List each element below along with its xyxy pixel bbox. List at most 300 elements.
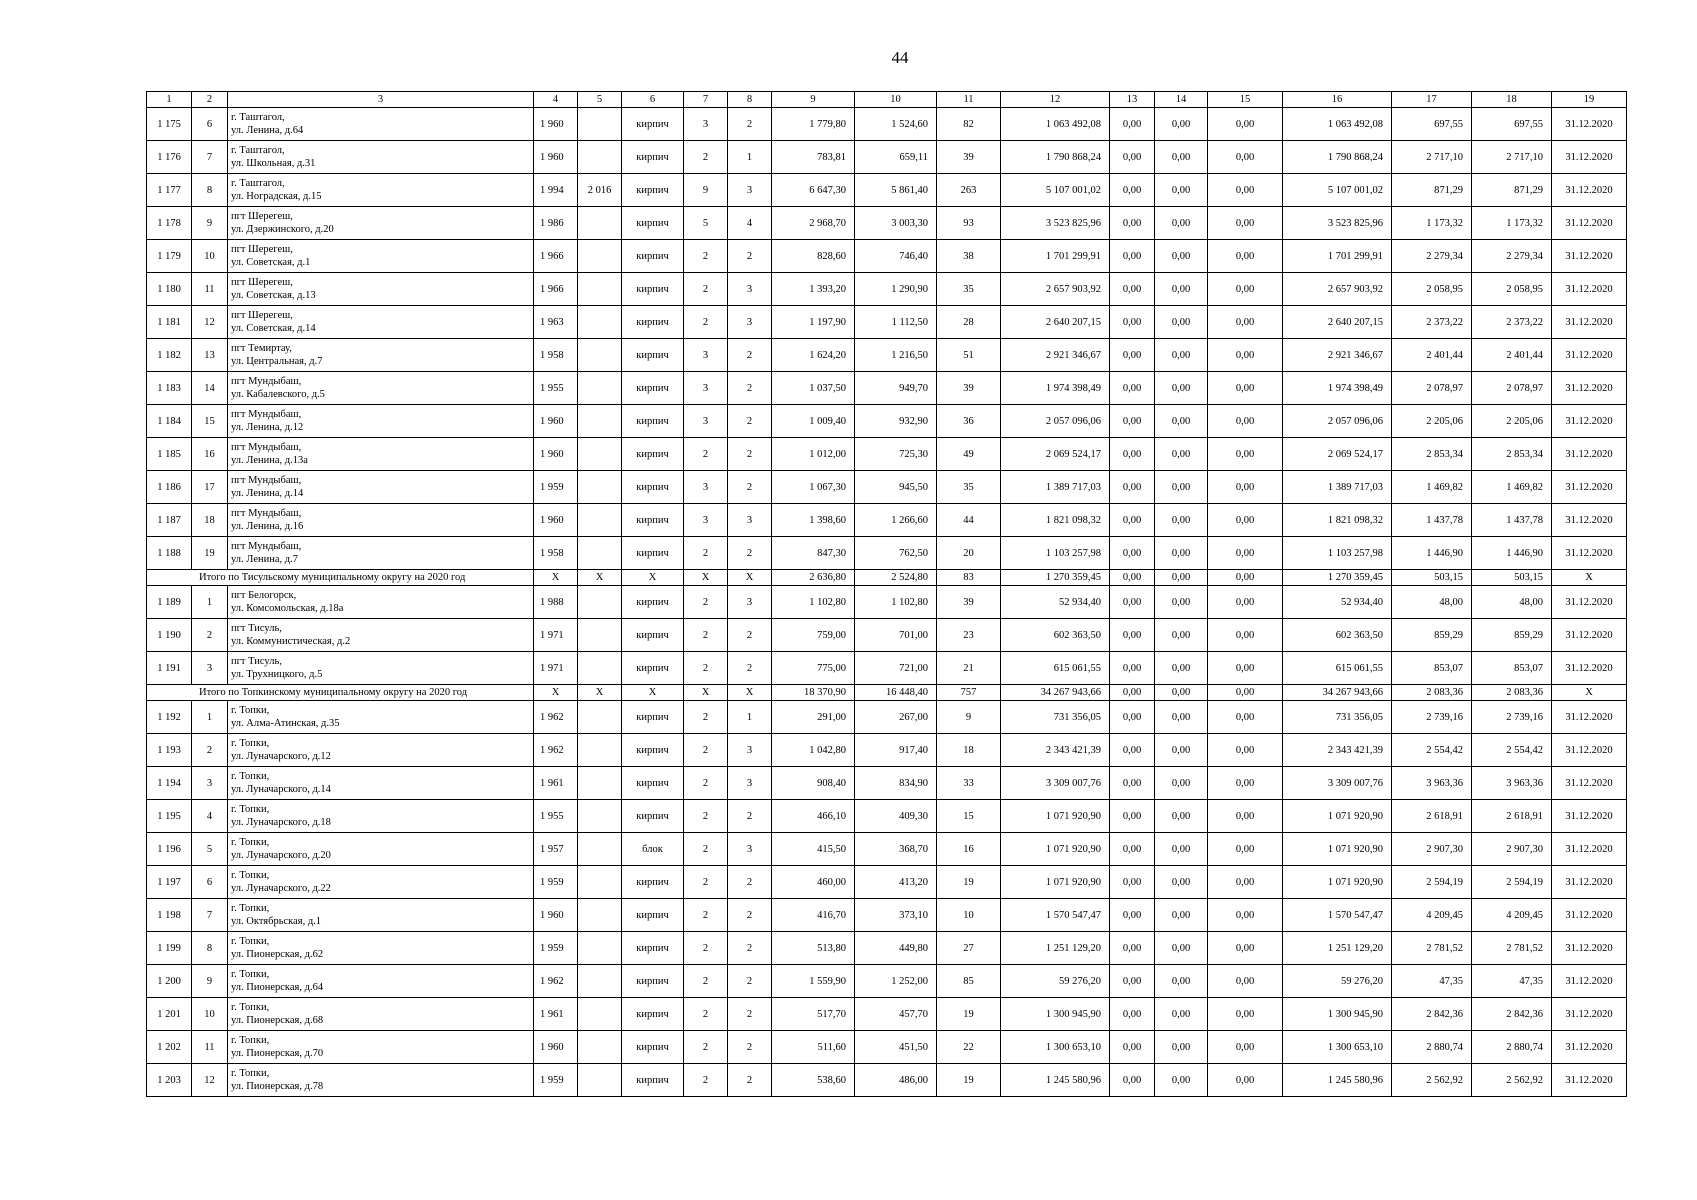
housing-register-table bbox=[146, 91, 1627, 1097]
cell-col-16: 1 821 098,32 bbox=[1283, 504, 1392, 537]
table-row bbox=[147, 965, 1627, 998]
cell-col-14: 0,00 bbox=[1155, 372, 1208, 405]
column-number-7: 7 bbox=[684, 92, 728, 108]
cell-col-12: 1 103 257,98 bbox=[1001, 537, 1110, 570]
address-locality: пгт Шерегеш, bbox=[231, 277, 293, 288]
cell-col-11: 18 bbox=[937, 734, 1001, 767]
cell-col-19: 31.12.2020 bbox=[1552, 800, 1627, 833]
table-row bbox=[147, 767, 1627, 800]
address-cell bbox=[228, 932, 534, 965]
cell-col-13: 0,00 bbox=[1110, 174, 1155, 207]
cell-col-6: кирпич bbox=[622, 734, 684, 767]
cell-col-13: 0,00 bbox=[1110, 504, 1155, 537]
cell-col-12: 5 107 001,02 bbox=[1001, 174, 1110, 207]
cell-col-15: 0,00 bbox=[1208, 405, 1283, 438]
address-cell bbox=[228, 1031, 534, 1064]
row-number: 1 190 bbox=[147, 619, 192, 652]
row-index: 12 bbox=[192, 306, 228, 339]
address-locality: г. Топки, bbox=[231, 936, 270, 947]
cell-col-8: 1 bbox=[728, 701, 772, 734]
address-cell bbox=[228, 767, 534, 800]
cell-col-12: 2 921 346,67 bbox=[1001, 339, 1110, 372]
cell-col-4: 1 961 bbox=[534, 767, 578, 800]
cell-col-10: 486,00 bbox=[855, 1064, 937, 1097]
row-number: 1 192 bbox=[147, 701, 192, 734]
cell-col-4: 1 958 bbox=[534, 537, 578, 570]
cell-col-4: 1 966 bbox=[534, 240, 578, 273]
table-row bbox=[147, 586, 1627, 619]
address-street: ул. Ленина, д.14 bbox=[231, 488, 304, 499]
cell-col-5 bbox=[578, 471, 622, 504]
cell-col-19: X bbox=[1552, 685, 1627, 701]
cell-col-18: 503,15 bbox=[1472, 570, 1552, 586]
cell-col-4: 1 971 bbox=[534, 619, 578, 652]
cell-col-9: 1 067,30 bbox=[772, 471, 855, 504]
cell-col-9: 783,81 bbox=[772, 141, 855, 174]
cell-col-4: 1 962 bbox=[534, 701, 578, 734]
address-locality: г. Топки, bbox=[231, 837, 270, 848]
address-street: ул. Ленина, д.12 bbox=[231, 422, 304, 433]
cell-col-9: 1 779,80 bbox=[772, 108, 855, 141]
cell-col-11: 85 bbox=[937, 965, 1001, 998]
row-number: 1 187 bbox=[147, 504, 192, 537]
cell-col-14: 0,00 bbox=[1155, 619, 1208, 652]
cell-col-15: 0,00 bbox=[1208, 306, 1283, 339]
cell-col-19: 31.12.2020 bbox=[1552, 438, 1627, 471]
cell-col-12: 59 276,20 bbox=[1001, 965, 1110, 998]
cell-col-13: 0,00 bbox=[1110, 998, 1155, 1031]
cell-col-12: 602 363,50 bbox=[1001, 619, 1110, 652]
row-index: 9 bbox=[192, 207, 228, 240]
cell-col-15: 0,00 bbox=[1208, 438, 1283, 471]
cell-col-19: 31.12.2020 bbox=[1552, 108, 1627, 141]
row-number: 1 175 bbox=[147, 108, 192, 141]
cell-col-6: кирпич bbox=[622, 965, 684, 998]
row-index: 11 bbox=[192, 273, 228, 306]
cell-col-10: 451,50 bbox=[855, 1031, 937, 1064]
cell-col-18: 1 469,82 bbox=[1472, 471, 1552, 504]
cell-col-7: 2 bbox=[684, 800, 728, 833]
cell-col-6: кирпич bbox=[622, 899, 684, 932]
row-number: 1 184 bbox=[147, 405, 192, 438]
cell-col-16: 52 934,40 bbox=[1283, 586, 1392, 619]
address-cell bbox=[228, 800, 534, 833]
cell-col-8: 2 bbox=[728, 372, 772, 405]
cell-col-15: 0,00 bbox=[1208, 899, 1283, 932]
cell-col-12: 1 570 547,47 bbox=[1001, 899, 1110, 932]
cell-col-13: 0,00 bbox=[1110, 899, 1155, 932]
cell-col-12: 1 389 717,03 bbox=[1001, 471, 1110, 504]
cell-col-5 bbox=[578, 734, 622, 767]
cell-col-9: 1 398,60 bbox=[772, 504, 855, 537]
cell-col-5 bbox=[578, 965, 622, 998]
row-number: 1 195 bbox=[147, 800, 192, 833]
address-street: ул. Ленина, д.64 bbox=[231, 125, 304, 136]
cell-col-18: 2 205,06 bbox=[1472, 405, 1552, 438]
cell-col-5 bbox=[578, 998, 622, 1031]
cell-col-19: 31.12.2020 bbox=[1552, 965, 1627, 998]
cell-col-7: 2 bbox=[684, 652, 728, 685]
address-locality: г. Таштагол, bbox=[231, 145, 285, 156]
subtotal-label: Итого по Тисульскому муниципальному округу на 2020 год bbox=[147, 570, 534, 586]
address-cell bbox=[228, 734, 534, 767]
address-street: ул. Луначарского, д.14 bbox=[231, 784, 331, 795]
cell-col-13: 0,00 bbox=[1110, 141, 1155, 174]
cell-col-17: 2 907,30 bbox=[1392, 833, 1472, 866]
cell-col-19: 31.12.2020 bbox=[1552, 207, 1627, 240]
cell-col-15: 0,00 bbox=[1208, 273, 1283, 306]
cell-col-14: 0,00 bbox=[1155, 652, 1208, 685]
cell-col-16: 34 267 943,66 bbox=[1283, 685, 1392, 701]
cell-col-16: 1 389 717,03 bbox=[1283, 471, 1392, 504]
cell-col-15: 0,00 bbox=[1208, 652, 1283, 685]
cell-col-19: 31.12.2020 bbox=[1552, 734, 1627, 767]
cell-col-12: 1 300 945,90 bbox=[1001, 998, 1110, 1031]
cell-col-6: X bbox=[622, 685, 684, 701]
cell-col-16: 1 974 398,49 bbox=[1283, 372, 1392, 405]
cell-col-12: 1 245 580,96 bbox=[1001, 1064, 1110, 1097]
cell-col-10: 917,40 bbox=[855, 734, 937, 767]
cell-col-14: 0,00 bbox=[1155, 504, 1208, 537]
address-street: ул. Ленина, д.13а bbox=[231, 455, 308, 466]
cell-col-11: 757 bbox=[937, 685, 1001, 701]
address-locality: г. Таштагол, bbox=[231, 178, 285, 189]
cell-col-9: 511,60 bbox=[772, 1031, 855, 1064]
cell-col-13: 0,00 bbox=[1110, 240, 1155, 273]
cell-col-14: 0,00 bbox=[1155, 965, 1208, 998]
column-number-16: 16 bbox=[1283, 92, 1392, 108]
cell-col-19: 31.12.2020 bbox=[1552, 273, 1627, 306]
cell-col-18: 2 739,16 bbox=[1472, 701, 1552, 734]
cell-col-17: 2 078,97 bbox=[1392, 372, 1472, 405]
cell-col-11: 15 bbox=[937, 800, 1001, 833]
cell-col-11: 44 bbox=[937, 504, 1001, 537]
column-number-10: 10 bbox=[855, 92, 937, 108]
cell-col-5: X bbox=[578, 685, 622, 701]
table-row bbox=[147, 207, 1627, 240]
address-cell bbox=[228, 438, 534, 471]
address-locality: г. Топки, bbox=[231, 705, 270, 716]
cell-col-4: 1 963 bbox=[534, 306, 578, 339]
cell-col-16: 602 363,50 bbox=[1283, 619, 1392, 652]
cell-col-15: 0,00 bbox=[1208, 570, 1283, 586]
cell-col-8: 2 bbox=[728, 932, 772, 965]
cell-col-12: 2 343 421,39 bbox=[1001, 734, 1110, 767]
cell-col-18: 2 717,10 bbox=[1472, 141, 1552, 174]
cell-col-12: 3 309 007,76 bbox=[1001, 767, 1110, 800]
cell-col-8: 2 bbox=[728, 965, 772, 998]
cell-col-10: 746,40 bbox=[855, 240, 937, 273]
address-cell bbox=[228, 537, 534, 570]
cell-col-6: кирпич bbox=[622, 240, 684, 273]
cell-col-17: 2 880,74 bbox=[1392, 1031, 1472, 1064]
cell-col-16: 2 657 903,92 bbox=[1283, 273, 1392, 306]
cell-col-15: 0,00 bbox=[1208, 537, 1283, 570]
cell-col-10: 834,90 bbox=[855, 767, 937, 800]
cell-col-5 bbox=[578, 372, 622, 405]
cell-col-7: 5 bbox=[684, 207, 728, 240]
cell-col-13: 0,00 bbox=[1110, 471, 1155, 504]
address-locality: пгт Тисуль, bbox=[231, 656, 282, 667]
cell-col-15: 0,00 bbox=[1208, 339, 1283, 372]
cell-col-8: 2 bbox=[728, 800, 772, 833]
cell-col-15: 0,00 bbox=[1208, 767, 1283, 800]
cell-col-10: 1 524,60 bbox=[855, 108, 937, 141]
cell-col-17: 2 373,22 bbox=[1392, 306, 1472, 339]
cell-col-9: 1 012,00 bbox=[772, 438, 855, 471]
column-number-4: 4 bbox=[534, 92, 578, 108]
address-cell bbox=[228, 273, 534, 306]
cell-col-7: 2 bbox=[684, 1031, 728, 1064]
cell-col-18: 2 907,30 bbox=[1472, 833, 1552, 866]
table-row bbox=[147, 273, 1627, 306]
cell-col-19: 31.12.2020 bbox=[1552, 504, 1627, 537]
cell-col-9: 416,70 bbox=[772, 899, 855, 932]
cell-col-8: X bbox=[728, 685, 772, 701]
address-street: ул. Трухницкого, д.5 bbox=[231, 669, 323, 680]
row-number: 1 203 bbox=[147, 1064, 192, 1097]
address-street: ул. Луначарского, д.12 bbox=[231, 751, 331, 762]
cell-col-15: 0,00 bbox=[1208, 685, 1283, 701]
address-street: ул. Советская, д.14 bbox=[231, 323, 316, 334]
cell-col-12: 52 934,40 bbox=[1001, 586, 1110, 619]
cell-col-9: 1 624,20 bbox=[772, 339, 855, 372]
cell-col-4: 1 962 bbox=[534, 965, 578, 998]
cell-col-14: 0,00 bbox=[1155, 471, 1208, 504]
table-row bbox=[147, 866, 1627, 899]
cell-col-10: 932,90 bbox=[855, 405, 937, 438]
cell-col-7: 3 bbox=[684, 339, 728, 372]
cell-col-6: кирпич bbox=[622, 174, 684, 207]
row-index: 6 bbox=[192, 866, 228, 899]
cell-col-13: 0,00 bbox=[1110, 586, 1155, 619]
column-number-3: 3 bbox=[228, 92, 534, 108]
cell-col-11: 39 bbox=[937, 586, 1001, 619]
cell-col-8: 2 bbox=[728, 998, 772, 1031]
cell-col-15: 0,00 bbox=[1208, 866, 1283, 899]
cell-col-11: 19 bbox=[937, 1064, 1001, 1097]
cell-col-9: 908,40 bbox=[772, 767, 855, 800]
cell-col-6: кирпич bbox=[622, 273, 684, 306]
address-locality: пгт Тисуль, bbox=[231, 623, 282, 634]
cell-col-19: 31.12.2020 bbox=[1552, 372, 1627, 405]
cell-col-9: 847,30 bbox=[772, 537, 855, 570]
cell-col-5 bbox=[578, 504, 622, 537]
cell-col-8: 2 bbox=[728, 438, 772, 471]
cell-col-7: 2 bbox=[684, 965, 728, 998]
cell-col-5 bbox=[578, 306, 622, 339]
cell-col-10: 1 216,50 bbox=[855, 339, 937, 372]
table-row bbox=[147, 240, 1627, 273]
cell-col-11: 16 bbox=[937, 833, 1001, 866]
cell-col-4: 1 957 bbox=[534, 833, 578, 866]
table-row bbox=[147, 998, 1627, 1031]
row-number: 1 198 bbox=[147, 899, 192, 932]
cell-col-18: 2 058,95 bbox=[1472, 273, 1552, 306]
cell-col-17: 2 594,19 bbox=[1392, 866, 1472, 899]
address-locality: пгт Мундыбаш, bbox=[231, 442, 302, 453]
cell-col-6: кирпич bbox=[622, 339, 684, 372]
cell-col-18: 1 437,78 bbox=[1472, 504, 1552, 537]
cell-col-9: 828,60 bbox=[772, 240, 855, 273]
cell-col-9: 2 968,70 bbox=[772, 207, 855, 240]
cell-col-10: 659,11 bbox=[855, 141, 937, 174]
cell-col-12: 1 063 492,08 bbox=[1001, 108, 1110, 141]
cell-col-11: 21 bbox=[937, 652, 1001, 685]
cell-col-5 bbox=[578, 207, 622, 240]
address-locality: г. Топки, bbox=[231, 1002, 270, 1013]
row-index: 1 bbox=[192, 586, 228, 619]
cell-col-8: 4 bbox=[728, 207, 772, 240]
cell-col-15: 0,00 bbox=[1208, 1064, 1283, 1097]
cell-col-4: 1 971 bbox=[534, 652, 578, 685]
cell-col-11: 28 bbox=[937, 306, 1001, 339]
cell-col-10: 1 252,00 bbox=[855, 965, 937, 998]
cell-col-6: кирпич bbox=[622, 504, 684, 537]
cell-col-13: 0,00 bbox=[1110, 619, 1155, 652]
cell-col-5 bbox=[578, 1064, 622, 1097]
cell-col-12: 615 061,55 bbox=[1001, 652, 1110, 685]
column-number-row bbox=[147, 92, 1627, 108]
cell-col-10: 1 290,90 bbox=[855, 273, 937, 306]
address-street: ул. Советская, д.1 bbox=[231, 257, 311, 268]
cell-col-12: 2 640 207,15 bbox=[1001, 306, 1110, 339]
row-number: 1 177 bbox=[147, 174, 192, 207]
address-street: ул. Луначарского, д.20 bbox=[231, 850, 331, 861]
cell-col-11: 36 bbox=[937, 405, 1001, 438]
cell-col-4: 1 966 bbox=[534, 273, 578, 306]
cell-col-10: 409,30 bbox=[855, 800, 937, 833]
address-cell bbox=[228, 619, 534, 652]
cell-col-8: 3 bbox=[728, 734, 772, 767]
cell-col-16: 5 107 001,02 bbox=[1283, 174, 1392, 207]
cell-col-16: 1 300 945,90 bbox=[1283, 998, 1392, 1031]
cell-col-18: 48,00 bbox=[1472, 586, 1552, 619]
cell-col-10: 945,50 bbox=[855, 471, 937, 504]
cell-col-6: кирпич bbox=[622, 800, 684, 833]
cell-col-6: кирпич bbox=[622, 207, 684, 240]
cell-col-13: 0,00 bbox=[1110, 866, 1155, 899]
cell-col-13: 0,00 bbox=[1110, 570, 1155, 586]
cell-col-9: 18 370,90 bbox=[772, 685, 855, 701]
cell-col-13: 0,00 bbox=[1110, 306, 1155, 339]
row-number: 1 176 bbox=[147, 141, 192, 174]
cell-col-7: 2 bbox=[684, 866, 728, 899]
cell-col-9: 513,80 bbox=[772, 932, 855, 965]
cell-col-15: 0,00 bbox=[1208, 240, 1283, 273]
row-number: 1 199 bbox=[147, 932, 192, 965]
cell-col-6: кирпич bbox=[622, 1031, 684, 1064]
cell-col-5 bbox=[578, 767, 622, 800]
cell-col-6: кирпич bbox=[622, 652, 684, 685]
cell-col-19: 31.12.2020 bbox=[1552, 619, 1627, 652]
cell-col-9: 2 636,80 bbox=[772, 570, 855, 586]
cell-col-4: 1 961 bbox=[534, 998, 578, 1031]
cell-col-18: 853,07 bbox=[1472, 652, 1552, 685]
row-index: 6 bbox=[192, 108, 228, 141]
cell-col-11: 22 bbox=[937, 1031, 1001, 1064]
row-index: 12 bbox=[192, 1064, 228, 1097]
column-number-9: 9 bbox=[772, 92, 855, 108]
row-index: 7 bbox=[192, 899, 228, 932]
cell-col-12: 1 071 920,90 bbox=[1001, 866, 1110, 899]
cell-col-7: 2 bbox=[684, 701, 728, 734]
address-cell bbox=[228, 306, 534, 339]
address-street: ул. Луначарского, д.22 bbox=[231, 883, 331, 894]
cell-col-7: 3 bbox=[684, 405, 728, 438]
cell-col-12: 1 251 129,20 bbox=[1001, 932, 1110, 965]
cell-col-13: 0,00 bbox=[1110, 965, 1155, 998]
cell-col-7: 2 bbox=[684, 273, 728, 306]
cell-col-17: 48,00 bbox=[1392, 586, 1472, 619]
address-locality: пгт Мундыбаш, bbox=[231, 376, 302, 387]
address-cell bbox=[228, 998, 534, 1031]
cell-col-8: 2 bbox=[728, 1064, 772, 1097]
address-street: ул. Ленина, д.16 bbox=[231, 521, 304, 532]
cell-col-16: 731 356,05 bbox=[1283, 701, 1392, 734]
row-index: 18 bbox=[192, 504, 228, 537]
cell-col-7: 3 bbox=[684, 471, 728, 504]
cell-col-14: 0,00 bbox=[1155, 701, 1208, 734]
cell-col-9: 6 647,30 bbox=[772, 174, 855, 207]
cell-col-9: 775,00 bbox=[772, 652, 855, 685]
cell-col-11: 19 bbox=[937, 998, 1001, 1031]
row-number: 1 196 bbox=[147, 833, 192, 866]
row-number: 1 179 bbox=[147, 240, 192, 273]
cell-col-13: 0,00 bbox=[1110, 1031, 1155, 1064]
cell-col-18: 2 842,36 bbox=[1472, 998, 1552, 1031]
cell-col-7: 2 bbox=[684, 1064, 728, 1097]
cell-col-16: 615 061,55 bbox=[1283, 652, 1392, 685]
cell-col-10: 701,00 bbox=[855, 619, 937, 652]
cell-col-17: 47,35 bbox=[1392, 965, 1472, 998]
cell-col-4: 1 955 bbox=[534, 800, 578, 833]
cell-col-7: 3 bbox=[684, 108, 728, 141]
cell-col-10: 267,00 bbox=[855, 701, 937, 734]
cell-col-6: блок bbox=[622, 833, 684, 866]
cell-col-11: 33 bbox=[937, 767, 1001, 800]
cell-col-11: 51 bbox=[937, 339, 1001, 372]
cell-col-18: 859,29 bbox=[1472, 619, 1552, 652]
cell-col-18: 3 963,36 bbox=[1472, 767, 1552, 800]
address-cell bbox=[228, 471, 534, 504]
row-number: 1 194 bbox=[147, 767, 192, 800]
row-index: 8 bbox=[192, 174, 228, 207]
cell-col-15: 0,00 bbox=[1208, 701, 1283, 734]
cell-col-17: 2 554,42 bbox=[1392, 734, 1472, 767]
cell-col-17: 697,55 bbox=[1392, 108, 1472, 141]
cell-col-14: 0,00 bbox=[1155, 734, 1208, 767]
cell-col-4: 1 988 bbox=[534, 586, 578, 619]
cell-col-6: кирпич bbox=[622, 1064, 684, 1097]
cell-col-17: 2 618,91 bbox=[1392, 800, 1472, 833]
address-street: ул. Кабалевского, д.5 bbox=[231, 389, 325, 400]
cell-col-5 bbox=[578, 537, 622, 570]
cell-col-9: 1 009,40 bbox=[772, 405, 855, 438]
row-index: 1 bbox=[192, 701, 228, 734]
cell-col-19: 31.12.2020 bbox=[1552, 1031, 1627, 1064]
address-cell bbox=[228, 833, 534, 866]
address-street: ул. Ноградская, д.15 bbox=[231, 191, 322, 202]
cell-col-7: X bbox=[684, 570, 728, 586]
row-number: 1 193 bbox=[147, 734, 192, 767]
cell-col-18: 2 618,91 bbox=[1472, 800, 1552, 833]
address-cell bbox=[228, 899, 534, 932]
address-street: ул. Пионерская, д.68 bbox=[231, 1015, 324, 1026]
cell-col-8: 2 bbox=[728, 471, 772, 504]
row-number: 1 183 bbox=[147, 372, 192, 405]
row-number: 1 201 bbox=[147, 998, 192, 1031]
